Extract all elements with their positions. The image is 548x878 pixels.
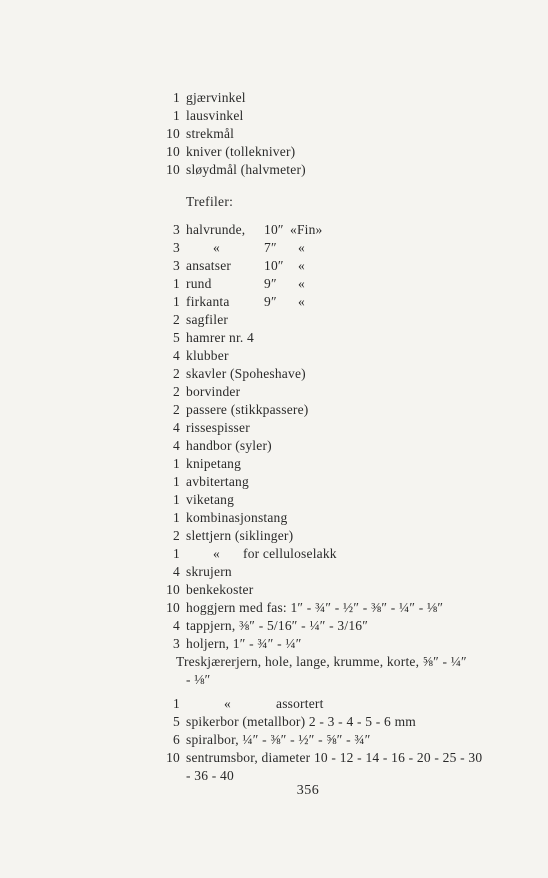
item-quantity: 1 xyxy=(173,474,180,489)
item-text: « xyxy=(213,240,220,255)
item-brand: « xyxy=(298,258,305,273)
item-quantity: 3 xyxy=(173,240,180,255)
item-brand: « xyxy=(298,276,305,291)
item-brand: « xyxy=(298,240,305,255)
item-quantity: 2 xyxy=(173,366,180,381)
item-quantity: 2 xyxy=(173,312,180,327)
item-quantity: 5 xyxy=(173,330,180,345)
item-quantity: 10 xyxy=(166,600,180,615)
item-size: 9″ xyxy=(264,294,277,309)
item-text: kombinasjonstang xyxy=(186,510,288,525)
item-text: - 36 - 40 xyxy=(186,768,234,783)
item-quantity: 2 xyxy=(173,402,180,417)
item-quantity: 1 xyxy=(173,294,180,309)
item-quantity: 10 xyxy=(166,126,180,141)
item-quantity: 10 xyxy=(166,144,180,159)
item-text: lausvinkel xyxy=(186,108,244,123)
item-text: rissespisser xyxy=(186,420,250,435)
item-quantity: 10 xyxy=(166,582,180,597)
item-text: hoggjern med fas: 1″ - ¾″ - ½″ - ⅜″ - ¼″ - ⅛″ xyxy=(186,600,444,615)
item-quantity: 1 xyxy=(173,546,180,561)
item-quantity: 3 xyxy=(173,636,180,651)
item-quantity: 2 xyxy=(173,528,180,543)
item-text: ansatser xyxy=(186,258,232,273)
item-quantity: 4 xyxy=(173,618,180,633)
item-size: 7″ xyxy=(264,240,277,255)
item-text: slettjern (siklinger) xyxy=(186,528,294,543)
item-text: benkekoster xyxy=(186,582,254,597)
item-quantity: 1 xyxy=(173,492,180,507)
item-quantity: 3 xyxy=(173,258,180,273)
item-quantity: 4 xyxy=(173,420,180,435)
item-text: - ⅛″ xyxy=(186,672,211,687)
item-quantity: 1 xyxy=(173,510,180,525)
item-text: borvinder xyxy=(186,384,241,399)
item-text: strekmål xyxy=(186,126,235,141)
item-text: gjærvinkel xyxy=(186,90,246,105)
item-quantity: 3 xyxy=(173,222,180,237)
item-quantity: 10 xyxy=(166,162,180,177)
item-quantity: 6 xyxy=(173,732,180,747)
item-quantity: 4 xyxy=(173,438,180,453)
item-quantity: 10 xyxy=(166,750,180,765)
item-text: « xyxy=(213,546,220,561)
item-text: spiralbor, ¼″ - ⅜″ - ½″ - ⅝″ - ¾″ xyxy=(186,732,371,747)
item-text: sløydmål (halvmeter) xyxy=(186,162,306,177)
item-text: knipetang xyxy=(186,456,242,471)
item-text: avbitertang xyxy=(186,474,249,489)
item-brand: «Fin» xyxy=(290,222,323,237)
item-text: spikerbor (metallbor) 2 - 3 - 4 - 5 - 6 mm xyxy=(186,714,416,729)
item-text: passere (stikkpassere) xyxy=(186,402,309,417)
item-text: halvrunde, xyxy=(186,222,246,237)
item-extra: for celluloselakk xyxy=(243,546,337,561)
item-size: 10″ xyxy=(264,258,284,273)
item-quantity: 1 xyxy=(173,90,180,105)
item-text: skrujern xyxy=(186,564,232,579)
item-text: firkanta xyxy=(186,294,230,309)
item-extra: assortert xyxy=(276,696,324,711)
page-number: 356 xyxy=(296,783,320,798)
item-quantity: 1 xyxy=(173,108,180,123)
item-quantity: 4 xyxy=(173,564,180,579)
item-text: kniver (tollekniver) xyxy=(186,144,296,159)
item-text: sentrumsbor, diameter 10 - 12 - 14 - 16 - 20 - 25 - 30 xyxy=(186,750,483,765)
item-size: 9″ xyxy=(264,276,277,291)
item-text: hamrer nr. 4 xyxy=(186,330,255,345)
item-quantity: 4 xyxy=(173,348,180,363)
item-size: 10″ xyxy=(264,222,284,237)
section-heading: Trefiler: xyxy=(186,194,234,209)
item-quantity: 5 xyxy=(173,714,180,729)
item-quantity: 2 xyxy=(173,384,180,399)
item-text: holjern, 1″ - ¾″ - ¼″ xyxy=(186,636,302,651)
item-text: « xyxy=(224,696,231,711)
item-text: Treskjærerjern, hole, lange, krumme, korte, ⅝″ - ¼″ xyxy=(176,654,467,669)
item-text: klubber xyxy=(186,348,229,363)
item-quantity: 1 xyxy=(173,696,180,711)
item-text: handbor (syler) xyxy=(186,438,272,453)
item-quantity: 1 xyxy=(173,276,180,291)
item-quantity: 1 xyxy=(173,456,180,471)
item-brand: « xyxy=(298,294,305,309)
item-text: rund xyxy=(186,276,212,291)
item-text: skavler (Spoheshave) xyxy=(186,366,306,381)
item-text: tappjern, ⅜″ - 5/16″ - ¼″ - 3/16″ xyxy=(186,618,369,633)
item-text: viketang xyxy=(186,492,235,507)
item-text: sagfiler xyxy=(186,312,229,327)
